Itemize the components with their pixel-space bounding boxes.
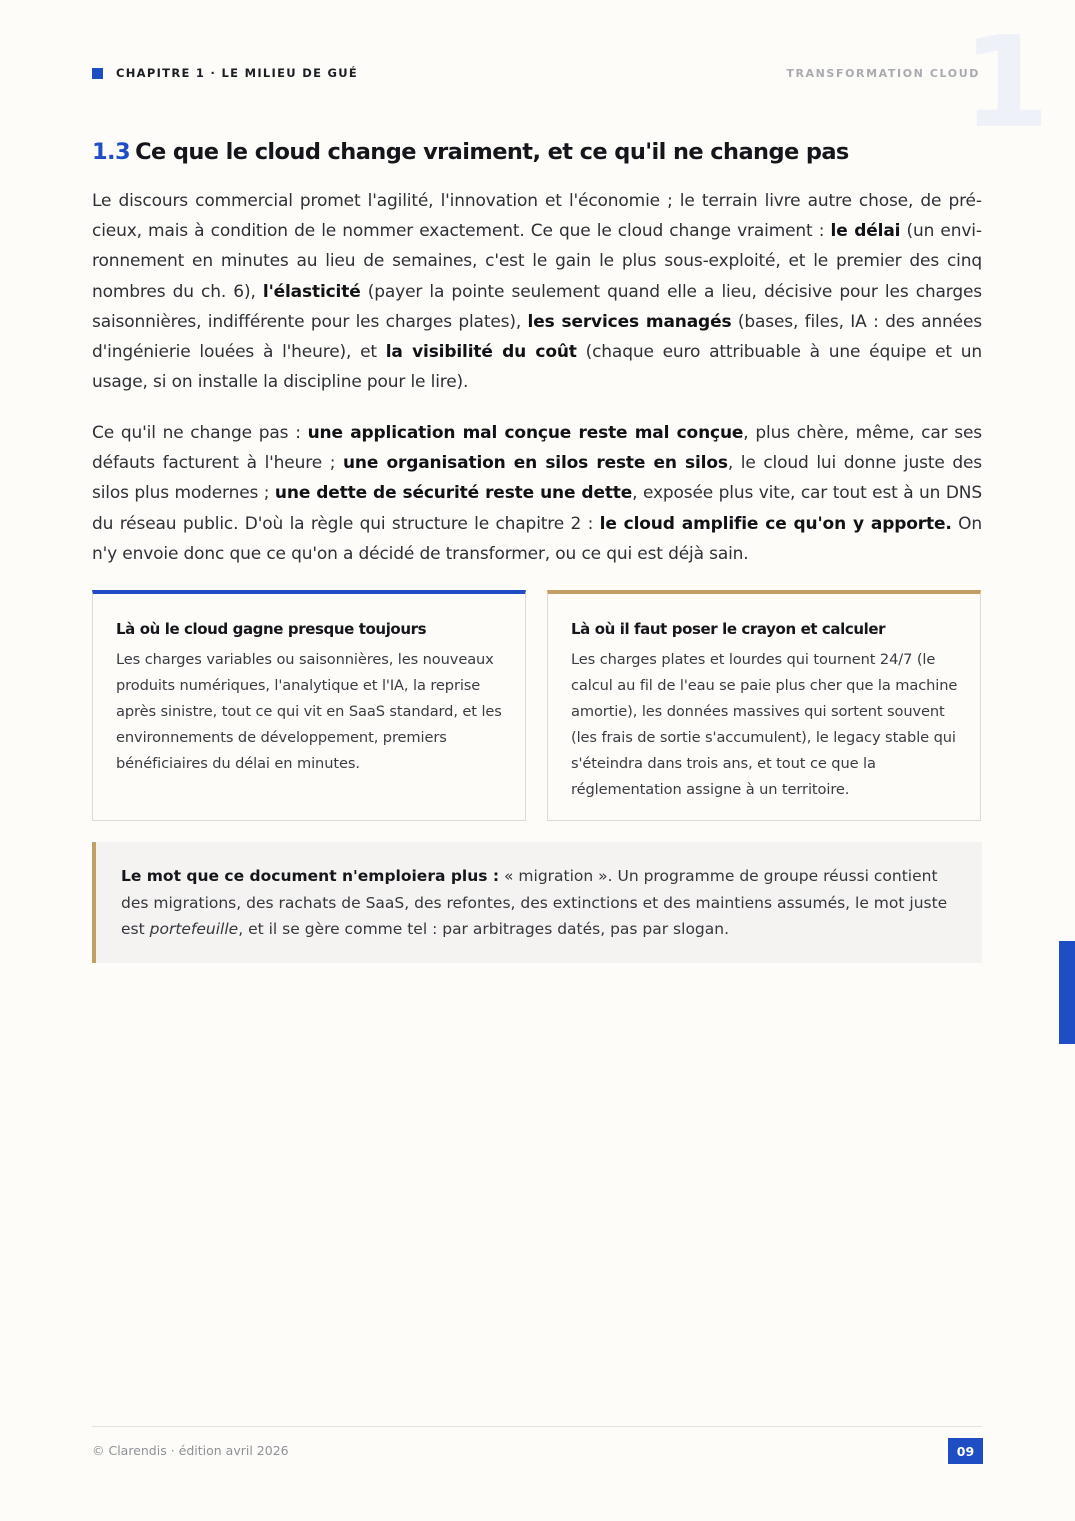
text-run: (payer la pointe seulement quand elle a lieu, décisive pour les charges saisonnières, indifférente pour les charges plates), [92,281,982,332]
card-calculate [547,590,981,821]
note-emphasis: portefeuille [149,920,239,938]
text-run: , le cloud lui donne juste des silos plus modernes ; [92,453,982,504]
footer-copyright: © Clarendis · édition avril 2026 [92,1443,289,1458]
text-run: , et il se gère comme tel : par arbitrages datés, pas par slogan. [238,920,730,938]
section-title [92,139,849,165]
card-title: Là où il faut poser le crayon et calculer [571,620,886,638]
running-title: TRANSFORMATION CLOUD [786,67,980,80]
bold-term: une application mal conçue reste mal conçue [307,423,744,443]
bold-term: une organisation en silos reste en silos [342,453,728,474]
text-run: On n'y envoie donc que ce qu'on a décidé de transformer, ou ce qui est déjà sain. [92,513,982,564]
callout-note [92,842,982,963]
section-title-text: Ce que le cloud change vraiment, et ce qu'il ne change pas [135,139,849,165]
chapter-label: CHAPITRE 1 · LE MILIEU DE GUÉ [116,66,359,80]
card-cloud-wins [92,590,526,821]
text-run: « migration ». Un programme de groupe réussi contient des migrations, des rachats de SaaS, des refontes, des extinctions et des maintiens assumés, le mot juste est [121,867,948,938]
text-run: , exposée plus vite, car tout est à un DNS du réseau public. D'où la règle qui structure le chapitre 2 : [92,483,982,534]
card-body: Les charges variables ou saisonnières, les nouveaux produits numériques, l'analytique et l'IA, la reprise après sinistre, tout ce qui vit en SaaS standard, et les environnements de développement, premiers bénéficiaires du délai en minutes. [116,651,502,772]
text-run: (chaque euro attribuable à une équipe et un usage, si on installe la discipline pour le lire). [92,342,983,393]
bold-term: la visibilité du coût [385,342,577,363]
bold-term: les services managés [527,311,732,332]
card-title: Là où le cloud gagne presque toujours [116,620,427,638]
text-run: Le discours commercial promet l'agilité, l'innovation et l'économie ; le terrain livre autre chose, de précieux, mais à condition de le nommer exactement. Ce que le cloud change vraiment : [92,191,982,242]
header-chapter-block [92,66,358,80]
bold-term: l'élasticité [262,281,361,302]
text-run: Ce qu'il ne change pas : [92,423,308,443]
body-paragraph-1 [92,186,982,397]
footer-divider [92,1426,982,1427]
bold-term: le délai [830,221,901,242]
text-run: (un environnement en minutes au lieu de semaines, c'est le gain le plus sous-exploité, et le premier des cinq nombres du ch. 6), [92,221,982,302]
chapter-number-watermark: 1 [962,9,1050,156]
page-number-badge: 09 [948,1438,983,1464]
bold-term: le cloud amplifie ce qu'on y apporte. [599,513,952,534]
chapter-marker-square [92,68,103,79]
body-paragraph-2 [92,418,982,569]
section-number: 1.3 [92,139,131,165]
bold-term: une dette de sécurité reste une dette [274,483,633,504]
chapter-side-tab [1059,941,1075,1044]
text-run: , plus chère, même, car ses défauts facturent à l'heure ; [92,423,982,474]
text-run: (bases, files, IA : des années d'ingénierie louées à l'heure), et [92,311,982,363]
card-body: Les charges plates et lourdes qui tournent 24/7 (le calcul au fil de l'eau se paie plus cher que la machine amortie), les données massives qui sortent souvent (les frais de sortie s'accumulent), le legacy stable qui s'éteindra dans trois ans, et tout ce que la réglementation assigne à un territoire. [571,651,958,798]
note-lead: Le mot que ce document n'emploiera plus : [121,867,500,885]
